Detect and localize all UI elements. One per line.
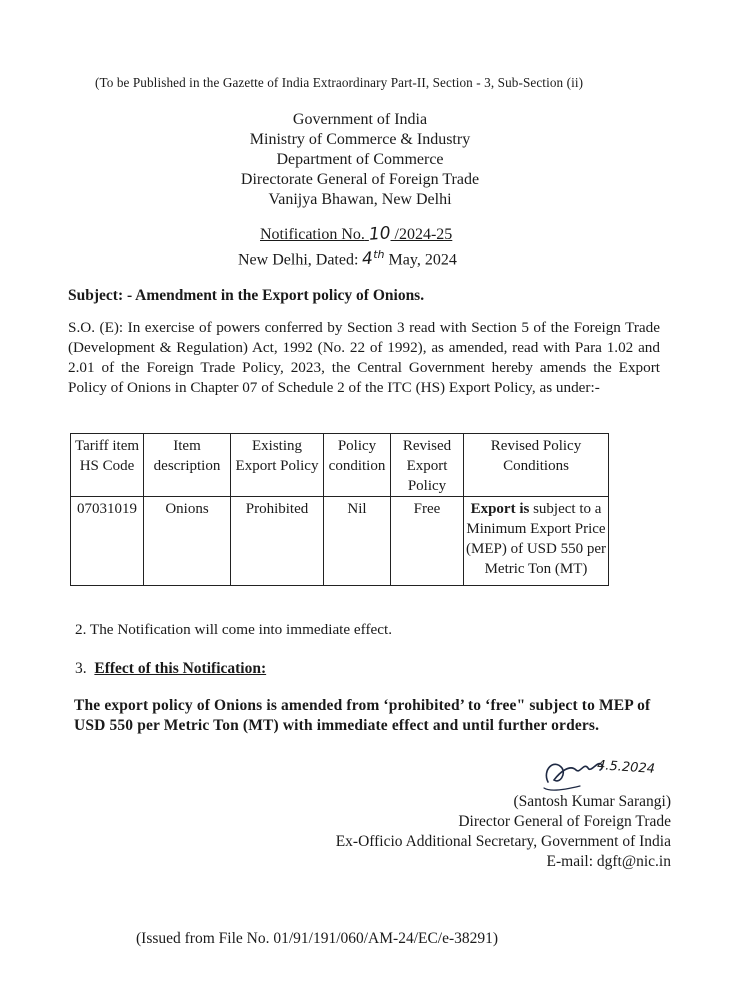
signatory-name: (Santosh Kumar Sarangi) [513, 793, 671, 810]
header-line-department: Department of Commerce [276, 151, 444, 168]
notification-number-line [238, 224, 498, 245]
header-existing-policy: Existing Export Policy [231, 434, 324, 497]
cell-hs-code: 07031019 [71, 497, 144, 586]
signatory-email: E-mail: dgft@nic.in [546, 853, 671, 870]
header-item-description: Item description [144, 434, 231, 497]
gazette-note: (To be Published in the Gazette of India Extraordinary Part-II, Section - 3, Sub-Section (ii) [95, 75, 584, 90]
effect-statement: The export policy of Onions is amended from ‘prohibited’ to ‘free" subject to MEP of USD 550 per Metric Ton (MT) with immediate effect and until further orders. [74, 697, 651, 734]
table-row [71, 497, 609, 586]
header-revised-policy: Revised Export Policy [391, 434, 464, 497]
header-policy-condition: Policy condition [324, 434, 391, 497]
cell-item: Onions [144, 497, 231, 586]
notification-number-handwritten: 10 [368, 223, 392, 245]
signatory-designation: Director General of Foreign Trade [458, 813, 671, 830]
notification-number-label: Notification No. 10 /2024-25 [260, 223, 453, 245]
body-paragraph: S.O. (E): In exercise of powers conferred by Section 3 read with Section 5 of the Foreign Trade (Development & Regulation) Act, 1992 (No. 22 of 1992), as amended, read with Para 1.02 and 2.01 of the Foreign Trade Policy, 2023, the Central Government hereby amends the Export Policy of Onions in Chapter 07 of Schedule 2 of the ITC (HS) Export Policy, as under:- [68, 319, 660, 396]
cell-existing-policy: Prohibited [231, 497, 324, 586]
signatory-block [251, 792, 671, 872]
subject-text: Amendment in the Export policy of Onions. [135, 287, 425, 304]
subject-line: Subject: - Amendment in the Export policy of Onions. [68, 287, 425, 304]
header-line-directorate: Directorate General of Foreign Trade [240, 171, 480, 188]
notification-block [238, 224, 498, 270]
header-line-government: Government of India [292, 111, 428, 128]
issuing-authority-header [200, 110, 520, 210]
item-2-text: 2. The Notification will come into immediate effect. [75, 621, 393, 638]
signature-date-handwritten: 4.5.2024 [596, 757, 656, 778]
item-3-title: Effect of this Notification: [94, 660, 267, 677]
file-number: (Issued from File No. 01/91/191/060/AM-24/EC/e-38291) [136, 930, 499, 947]
subject-label: Subject [68, 287, 118, 304]
cell-policy-condition: Nil [324, 497, 391, 586]
header-line-address: Vanijya Bhawan, New Delhi [268, 191, 452, 208]
date-day-handwritten: 4 [361, 248, 374, 270]
header-line-ministry: Ministry of Commerce & Industry [249, 131, 471, 148]
table-header-row [71, 434, 609, 497]
notification-date-line: New Delhi, Dated: 4th May, 2024 [238, 248, 457, 270]
signatory-additional-role: Ex-Officio Additional Secretary, Government of India [335, 833, 671, 850]
item-3-number: 3. [75, 660, 87, 677]
export-policy-table [70, 433, 609, 586]
date-day-suffix-handwritten: th [373, 248, 385, 261]
cell-revised-conditions: Export is subject to a Minimum Export Price (MEP) of USD 550 per Metric Ton (MT) [464, 497, 609, 586]
header-hs-code: Tariff item HS Code [71, 434, 144, 497]
item-3-heading [75, 660, 266, 678]
header-revised-conditions: Revised Policy Conditions [464, 434, 609, 497]
cell-revised-policy: Free [391, 497, 464, 586]
